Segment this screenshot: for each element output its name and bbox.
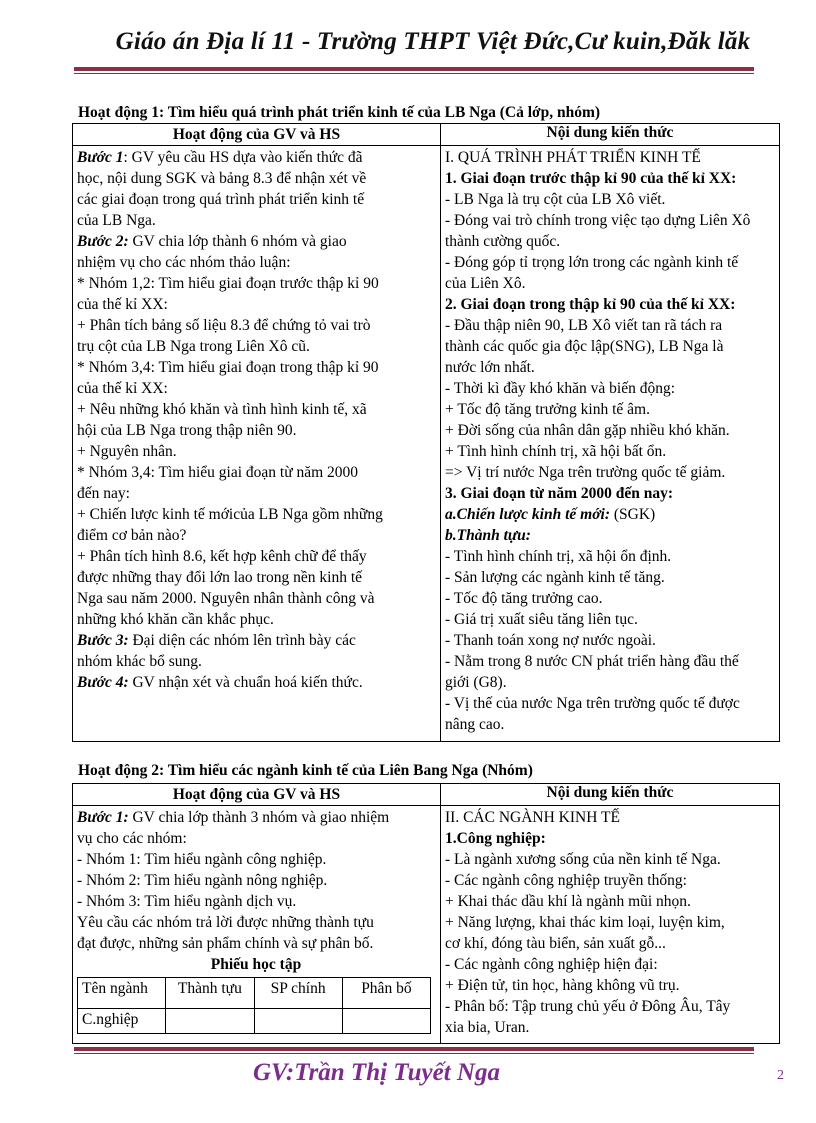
line-text: - Thanh toán xong nợ nước ngoài. [445, 632, 656, 649]
line-text: - Giá trị xuất siêu tăng liên tục. [445, 611, 638, 628]
content-line [445, 462, 774, 483]
activity1-table [72, 123, 780, 742]
content-line [445, 891, 774, 912]
content-line [445, 1017, 774, 1038]
text-line [77, 630, 435, 651]
footer-author: GV:Trần Thị Tuyết Nga [253, 1059, 500, 1086]
content-line [445, 588, 774, 609]
worksheet-header-cell: SP chính [254, 978, 342, 1009]
activity1-heading: Hoạt động 1: Tìm hiểu quá trình phát triển kinh tế của LB Nga (Cả lớp, nhóm) [78, 104, 601, 121]
footer-rule-thick [74, 1047, 754, 1051]
line-text: - Đóng góp tỉ trọng lớn trong các ngành kinh tế [445, 254, 739, 271]
line-text: GV chia lớp thành 3 nhóm và giao nhiệm [128, 809, 390, 826]
line-text: thành các quốc gia độc lập(SNG), LB Nga là [445, 338, 724, 355]
content-line [445, 378, 774, 399]
line-text: vụ cho các nhóm: [77, 830, 187, 847]
text-line [77, 210, 435, 231]
text-line [77, 294, 435, 315]
content-line [445, 567, 774, 588]
content-line [445, 210, 774, 231]
content-line [445, 399, 774, 420]
line-text: + Khai thác dầu khí là ngành mũi nhọn. [445, 893, 691, 910]
activity1-left-cell [73, 146, 441, 742]
line-text: đạt được, những sản phẩm chính và sự phân bố. [77, 935, 374, 952]
step-label: Bước 3: [77, 632, 129, 649]
line-text: 3. Giai đoạn từ năm 2000 đến nay: [445, 485, 674, 502]
line-text: - Nhóm 1: Tìm hiểu ngành công nghiệp. [77, 851, 327, 868]
text-line [77, 546, 435, 567]
line-text: - Tốc độ tăng trưởng cao. [445, 590, 603, 607]
content-line [445, 630, 774, 651]
line-text: - Sản lượng các ngành kinh tế tăng. [445, 569, 665, 586]
line-text: + Chiến lược kinh tế mớicủa LB Nga gồm những [77, 506, 383, 523]
line-text: * Nhóm 3,4: Tìm hiểu giai đoạn từ năm 2000 [77, 464, 359, 481]
step-label: Bước 1 [77, 149, 124, 166]
line-text: - Phân bố: Tập trung chủ yếu ở Đông Âu, Tây [445, 998, 731, 1015]
text-line [77, 462, 435, 483]
text-line [77, 399, 435, 420]
content-line [445, 189, 774, 210]
line-text: Nga sau năm 2000. Nguyên nhân thành công và [77, 590, 375, 607]
text-line [77, 357, 435, 378]
line-text: : GV yêu cầu HS dựa vào kiến thức đã [123, 149, 363, 166]
content-line [445, 609, 774, 630]
content-line [445, 231, 774, 252]
text-line [77, 588, 435, 609]
text-line [77, 420, 435, 441]
text-line [77, 252, 435, 273]
line-text: cơ khí, đóng tàu biển, sản xuất gỗ... [445, 935, 666, 952]
text-line [77, 870, 435, 891]
text-line [77, 849, 435, 870]
line-text: nâng cao. [445, 716, 505, 733]
line-text: I. QUÁ TRÌNH PHÁT TRIỂN KINH TẾ [445, 149, 701, 166]
header-rule-thick [74, 67, 754, 71]
content-line [445, 525, 774, 546]
content-line [445, 315, 774, 336]
text-line [77, 651, 435, 672]
step-label: Bước 2: [77, 233, 129, 250]
line-text: học, nội dung SGK và bảng 8.3 để nhận xét về [77, 170, 367, 187]
text-line [77, 807, 435, 828]
content-line [445, 933, 774, 954]
content-line [445, 441, 774, 462]
line-text: đến nay: [77, 485, 130, 502]
content-line [445, 954, 774, 975]
line-text: của LB Nga. [77, 212, 156, 229]
content-line [445, 483, 774, 504]
line-text: các giai đoạn trong quá trình phát triển kinh tế [77, 191, 365, 208]
line-text: - Là ngành xương sống của nền kinh tế Nga. [445, 851, 721, 868]
line-text: được những thay đổi lớn lao trong nền kinh tế [77, 569, 363, 586]
text-line [77, 441, 435, 462]
line-text: của thế kỉ XX: [77, 296, 168, 313]
content-line [445, 147, 774, 168]
line-text: nhiệm vụ cho các nhóm thảo luận: [77, 254, 291, 271]
content-line [445, 996, 774, 1017]
page-number: 2 [777, 1068, 784, 1083]
line-text: - Các ngành công nghiệp truyền thống: [445, 872, 687, 889]
worksheet-table [77, 977, 431, 1034]
line-text: - Đầu thập niên 90, LB Xô viết tan rã tách ra [445, 317, 723, 334]
content-line [445, 294, 774, 315]
activity2-heading: Hoạt động 2: Tìm hiểu các ngành kinh tế của Liên Bang Nga (Nhóm) [78, 762, 533, 779]
worksheet-cell [254, 1009, 342, 1034]
content-line [445, 357, 774, 378]
line-text: - Các ngành công nghiệp hiện đại: [445, 956, 658, 973]
text-line [77, 504, 435, 525]
text-line [77, 567, 435, 588]
line-text: => Vị trí nước Nga trên trường quốc tế giảm. [445, 464, 726, 481]
content-line [445, 828, 774, 849]
content-line [445, 870, 774, 891]
content-line [445, 546, 774, 567]
line-text: GV chia lớp thành 6 nhóm và giao [128, 233, 347, 250]
line-text: những khó khăn cần khắc phục. [77, 611, 274, 628]
content-line [445, 693, 774, 714]
worksheet-title: Phiếu học tập [210, 956, 302, 973]
text-line [77, 231, 435, 252]
worksheet-cell [342, 1009, 430, 1034]
line-text: - Vị thế của nước Nga trên trường quốc tế được [445, 695, 740, 712]
text-line [77, 933, 435, 954]
line-text: II. CÁC NGÀNH KINH TẾ [445, 809, 620, 826]
line-text: - LB Nga là trụ cột của LB Xô viết. [445, 191, 666, 208]
line-text: GV nhận xét và chuẩn hoá kiến thức. [128, 674, 363, 691]
activity2-table [72, 783, 780, 1044]
text-line [77, 336, 435, 357]
text-line [77, 273, 435, 294]
page-header-title: Giáo án Địa lí 11 - Trường THPT Việt Đức,Cư kuin,Đăk lăk [115, 28, 751, 55]
text-line [77, 828, 435, 849]
content-line [445, 807, 774, 828]
text-line [77, 912, 435, 933]
line-text: - Nhóm 2: Tìm hiểu ngành nông nghiệp. [77, 872, 328, 889]
text-line [77, 525, 435, 546]
worksheet-header-cell: Tên ngành [78, 978, 166, 1009]
line-text: điểm cơ bản nào? [77, 527, 187, 544]
line-text: 2. Giai đoạn trong thập kỉ 90 của thế kỉ XX: [445, 296, 736, 313]
activity2-right-cell [441, 806, 780, 1044]
activity1-col-right-header: Nội dung kiến thức [441, 124, 780, 146]
line-text: hội của LB Nga trong thập niên 90. [77, 422, 297, 439]
content-line [445, 168, 774, 189]
step-label: Bước 4: [77, 674, 129, 691]
line-text: 1.Công nghiệp: [445, 830, 546, 847]
text-line [77, 609, 435, 630]
line-text: + Năng lượng, khai thác kim loại, luyện kim, [445, 914, 725, 931]
content-line [445, 975, 774, 996]
content-line [445, 252, 774, 273]
line-text: nước lớn nhất. [445, 359, 535, 376]
worksheet-header-cell: Thành tựu [166, 978, 254, 1009]
line-text: nhóm khác bổ sung. [77, 653, 202, 670]
line-text: - Tình hình chính trị, xã hội ổn định. [445, 548, 672, 565]
content-line [445, 420, 774, 441]
activity1-col-left-header: Hoạt động của GV và HS [73, 124, 441, 146]
line-text: xia bia, Uran. [445, 1019, 530, 1036]
header-rule-thin [74, 73, 754, 74]
content-line [445, 849, 774, 870]
line-text: + Điện tử, tin học, hàng không vũ trụ. [445, 977, 680, 994]
text-line [77, 378, 435, 399]
line-text: + Nguyên nhân. [77, 443, 177, 460]
line-text: * Nhóm 1,2: Tìm hiểu giai đoạn trước thập kỉ 90 [77, 275, 379, 292]
line-text: + Tốc độ tăng trưởng kinh tế âm. [445, 401, 650, 418]
line-text: giới (G8). [445, 674, 507, 691]
line-text: + Đời sống của nhân dân gặp nhiều khó khăn. [445, 422, 730, 439]
activity2-col-right-header: Nội dung kiến thức [441, 784, 780, 806]
line-text: - Nằm trong 8 nước CN phát triển hàng đầu thế [445, 653, 739, 670]
line-text: - Nhóm 3: Tìm hiểu ngành dịch vụ. [77, 893, 297, 910]
line-text: của thế kỉ XX: [77, 380, 168, 397]
activity1-right-cell [441, 146, 780, 742]
content-line [445, 651, 774, 672]
text-line [77, 147, 435, 168]
text-line [77, 483, 435, 504]
activity2-left-cell [73, 806, 441, 1044]
content-lead: a.Chiến lược kinh tế mới: [445, 506, 611, 523]
line-text: - Đóng vai trò chính trong việc tạo dựng Liên Xô [445, 212, 751, 229]
activity2-col-left-header: Hoạt động của GV và HS [73, 784, 441, 806]
worksheet-cell [166, 1009, 254, 1034]
content-line [445, 336, 774, 357]
content-line [445, 273, 774, 294]
line-text: của Liên Xô. [445, 275, 526, 292]
line-text: + Tình hình chính trị, xã hội bất ổn. [445, 443, 667, 460]
text-line [77, 168, 435, 189]
line-text: + Phân tích bảng số liệu 8.3 để chứng tỏ vai trò [77, 317, 371, 334]
line-text: * Nhóm 3,4: Tìm hiểu giai đoạn trong thập kỉ 90 [77, 359, 379, 376]
line-text: trụ cột của LB Nga trong Liên Xô cũ. [77, 338, 310, 355]
text-line [77, 891, 435, 912]
line-text: Yêu cầu các nhóm trả lời được những thành tựu [77, 914, 374, 931]
line-text: + Phân tích hình 8.6, kết hợp kênh chữ để thấy [77, 548, 367, 565]
content-line [445, 504, 774, 525]
line-text: b.Thành tựu: [445, 527, 531, 544]
step-label: Bước 1: [77, 809, 129, 826]
content-line [445, 672, 774, 693]
line-text: thành cường quốc. [445, 233, 561, 250]
line-text: + Nêu những khó khăn và tình hình kinh tế, xã [77, 401, 367, 418]
line-text: - Thời kì đầy khó khăn và biến động: [445, 380, 676, 397]
worksheet-cell: C.nghiệp [78, 1009, 166, 1034]
content-line [445, 912, 774, 933]
text-line [77, 672, 435, 693]
text-line [77, 315, 435, 336]
line-text: (SGK) [610, 506, 656, 523]
content-line [445, 714, 774, 735]
text-line [77, 189, 435, 210]
line-text: Đại diện các nhóm lên trình bày các [128, 632, 356, 649]
footer-rule-thin [74, 1053, 754, 1054]
worksheet-header-cell: Phân bố [342, 978, 430, 1009]
line-text: 1. Giai đoạn trước thập kỉ 90 của thế kỉ XX: [445, 170, 737, 187]
